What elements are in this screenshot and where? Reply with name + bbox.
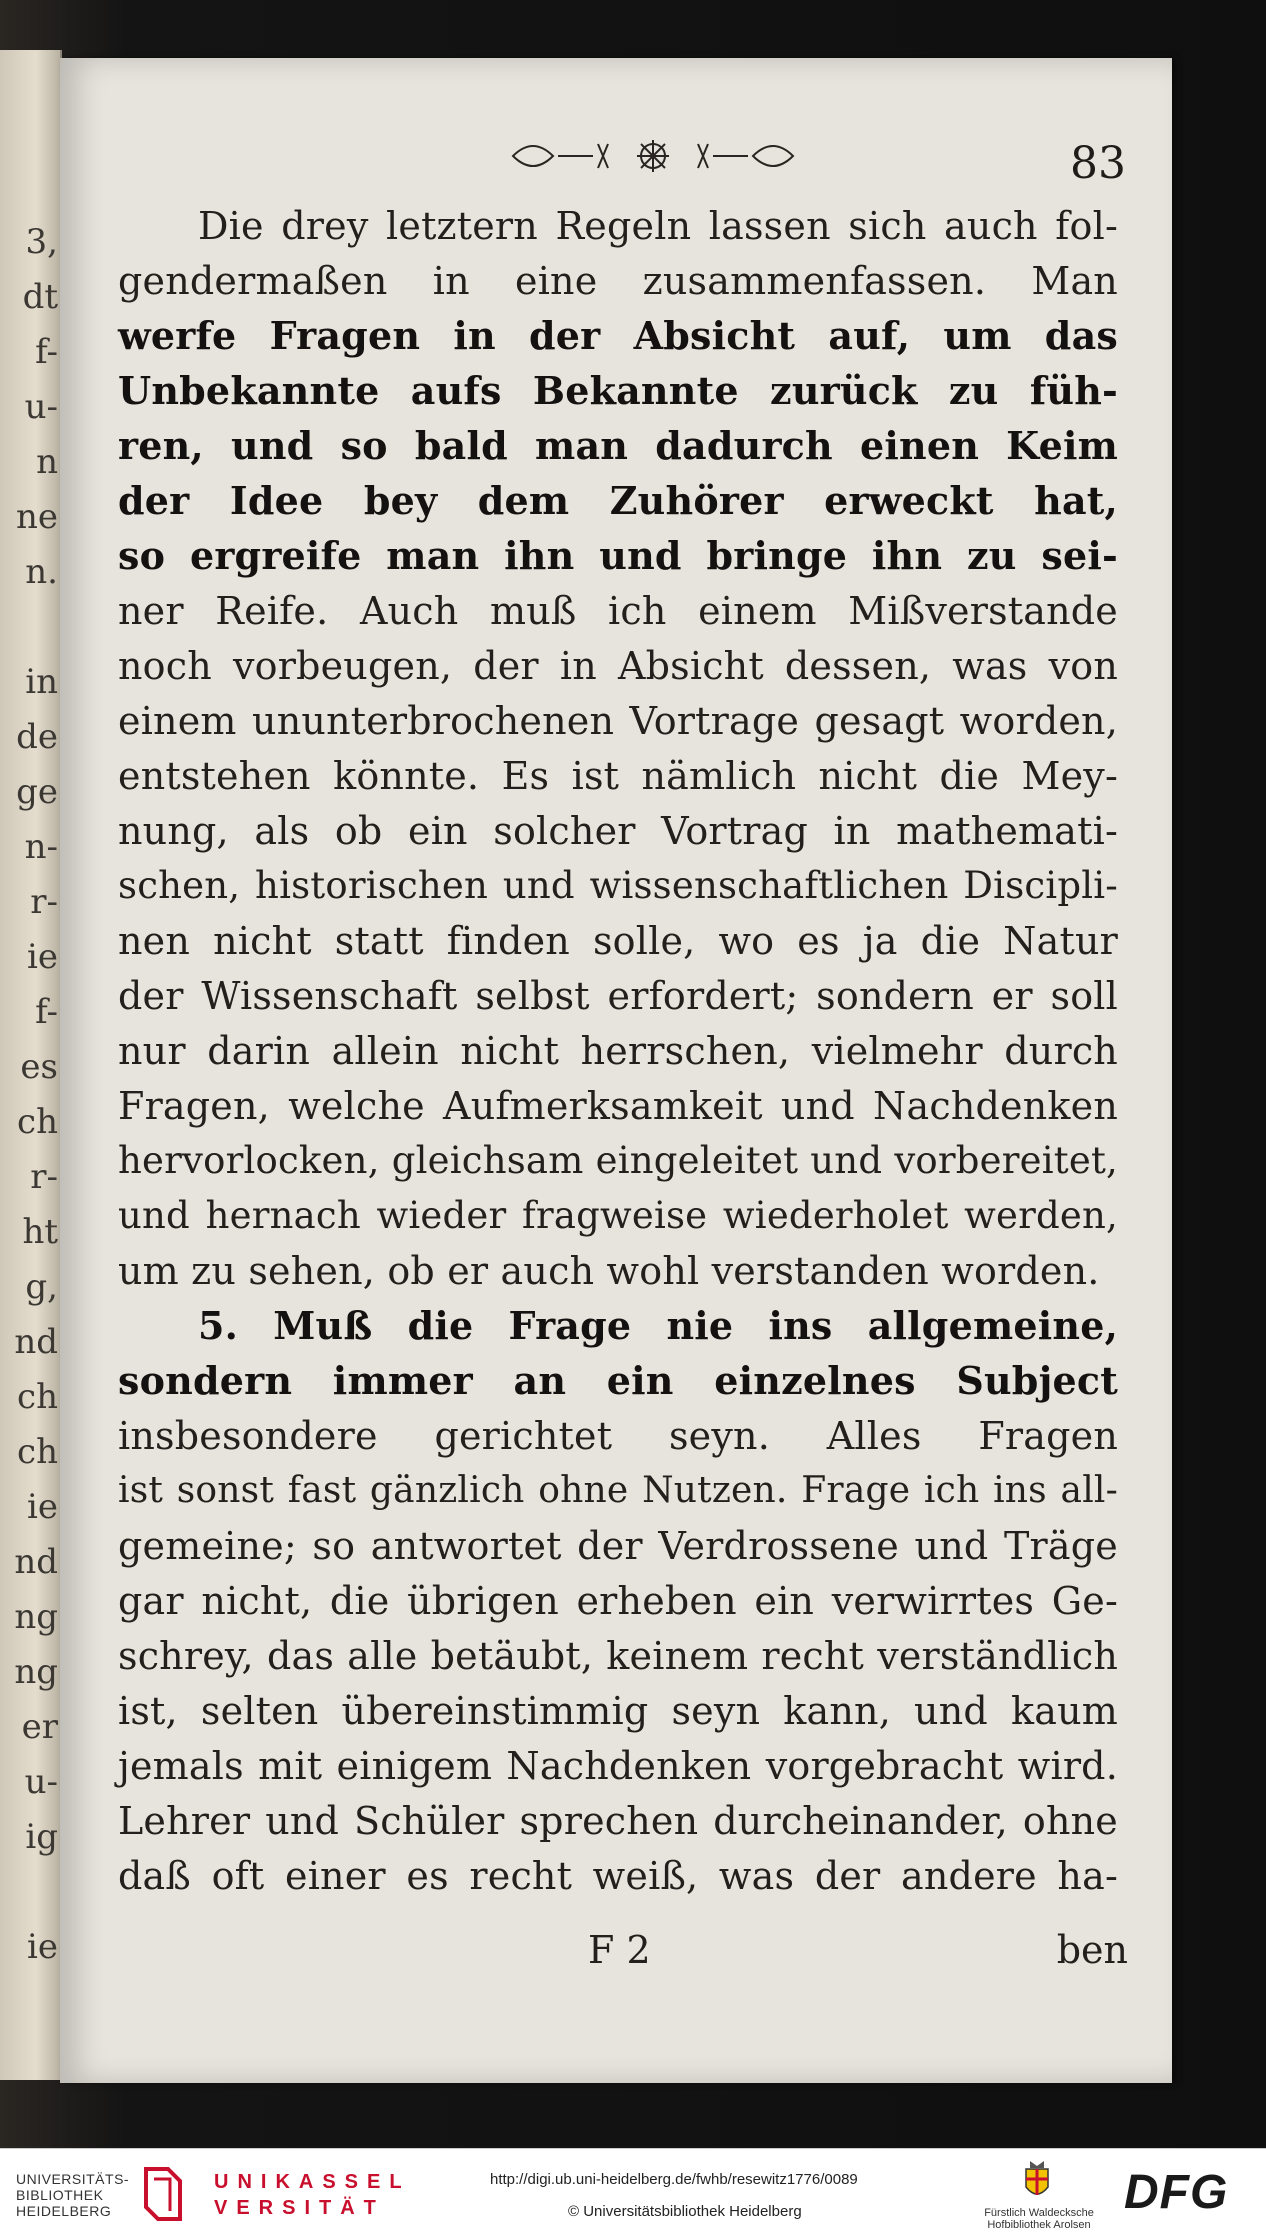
previous-page-fragment: g, [25, 1267, 58, 1307]
previous-page-fragment: ie [27, 937, 58, 977]
text-line: gendermaßen in eine zusammenfassen. Man [118, 259, 1118, 303]
text-line: Fragen, welche Aufmerksamkeit und Nachdenken [118, 1084, 1118, 1128]
text-line: hervorlocken, gleichsam eingeleitet und vorbereitet, [118, 1139, 1118, 1182]
footer-bar [0, 2148, 1266, 2238]
previous-page-fragment: 3, [25, 222, 58, 262]
ornament-icon [503, 126, 803, 186]
previous-page-fragment: ch [17, 1377, 58, 1417]
catchword: ben [1056, 1928, 1128, 1972]
text-line: Lehrer und Schüler sprechen durcheinander, ohne [118, 1799, 1118, 1843]
text-line: nen nicht statt finden solle, wo es ja die Natur [118, 919, 1118, 963]
arolsen-label [974, 2207, 1104, 2231]
text-line: ren, und so bald man dadurch einen Keim [118, 423, 1118, 468]
arolsen-line-1: Fürstlich Waldecksche [984, 2207, 1094, 2219]
document-url[interactable]: http://digi.ub.uni-heidelberg.de/fwhb/resewitz1776/0089 [490, 2171, 858, 2188]
previous-page-fragment: ng [14, 1597, 58, 1637]
text-line: sondern immer an ein einzelnes Subject [118, 1358, 1118, 1403]
previous-page-fragment: in [25, 662, 58, 702]
uni-kassel-logo-icon[interactable] [140, 2165, 186, 2223]
ub-heidelberg-label[interactable] [16, 2171, 129, 2219]
uni-kassel-wordmark[interactable] [214, 2169, 411, 2221]
text-line: gar nicht, die übrigen erheben ein verwirrtes Ge- [118, 1579, 1118, 1623]
text-line: und hernach wieder fragweise wiederholet werden, [118, 1194, 1118, 1237]
page-content [118, 58, 1128, 2083]
previous-page-fragment: dt [22, 277, 58, 317]
library-line: UNIVERSITÄTS- [16, 2171, 130, 2187]
text-line: nur darin allein nicht herrschen, vielmehr durch [118, 1029, 1118, 1073]
signature-mark: F 2 [588, 1928, 651, 1972]
previous-page-fragment: ht [22, 1212, 58, 1252]
library-line: BIBLIOTHEK [16, 2187, 104, 2203]
text-line: gemeine; so antwortet der Verdrossene und Träge [118, 1524, 1118, 1568]
previous-page-fragment: n- [24, 827, 58, 867]
previous-page-fragment: ge [16, 772, 58, 812]
previous-page-fragment: es [20, 1047, 58, 1087]
previous-page-edge [0, 50, 62, 2080]
text-line: jemals mit einigem Nachdenken vorgebracht wird. [118, 1744, 1118, 1788]
text-line: um zu sehen, ob er auch wohl verstanden worden. [118, 1249, 1100, 1293]
previous-page-fragment: ne [15, 497, 58, 537]
text-line: ist sonst fast gänzlich ohne Nutzen. Frage ich ins all- [118, 1470, 1118, 1511]
previous-page-fragment: r- [30, 1157, 58, 1197]
text-line: der Idee bey dem Zuhörer erweckt hat, [118, 478, 1118, 523]
book-page [60, 58, 1172, 2083]
text-line: schen, historischen und wissenschaftlichen Discipli- [118, 864, 1118, 907]
text-line: daß oft einer es recht weiß, was der andere ha- [118, 1854, 1118, 1898]
kassel-line-1: UNIKASSEL [214, 2171, 411, 2193]
previous-page-fragment: ch [17, 1432, 58, 1472]
text-line: werfe Fragen in der Absicht auf, um das [118, 313, 1118, 358]
copyright-text: © Universitätsbibliothek Heidelberg [568, 2203, 802, 2220]
library-line: HEIDELBERG [16, 2203, 112, 2219]
text-line: schrey, das alle betäubt, keinem recht verständlich [118, 1634, 1118, 1678]
previous-page-fragment: ng [14, 1652, 58, 1692]
previous-page-fragment: de [16, 717, 58, 757]
previous-page-fragment: ie [27, 1927, 58, 1967]
previous-page-fragment: f- [35, 992, 58, 1032]
text-line: so ergreife man ihn und bringe ihn zu sei- [118, 533, 1118, 578]
kassel-line-2: VERSITÄT [214, 2197, 385, 2219]
previous-page-fragment: r- [30, 882, 58, 922]
page-number: 83 [1070, 138, 1126, 189]
text-line: ist, selten übereinstimmig seyn kann, und kaum [118, 1689, 1118, 1733]
arolsen-crest-icon [1022, 2159, 1052, 2203]
text-line: einem ununterbrochenen Vortrage gesagt worden, [118, 699, 1118, 743]
text-line: ner Reife. Auch muß ich einem Mißverstande [118, 589, 1118, 633]
previous-page-fragment: u- [24, 387, 58, 427]
previous-page-fragment: n [36, 442, 58, 482]
dfg-logo[interactable]: DFG [1124, 2166, 1229, 2219]
previous-page-fragment: nd [14, 1322, 58, 1362]
previous-page-fragment: u- [24, 1762, 58, 1802]
text-line: entstehen könnte. Es ist nämlich nicht die Mey- [118, 754, 1118, 798]
text-line: Die drey letztern Regeln lassen sich auch fol- [198, 204, 1118, 248]
text-line: nung, als ob ein solcher Vortrag in mathemati- [118, 809, 1118, 853]
previous-page-fragment: n. [25, 552, 58, 592]
text-line: Unbekannte aufs Bekannte zurück zu füh- [118, 368, 1118, 413]
text-line: der Wissenschaft selbst erfordert; sondern er soll [118, 974, 1118, 1018]
previous-page-fragment: ie [27, 1487, 58, 1527]
previous-page-fragment: er [21, 1707, 58, 1747]
text-line: 5. Muß die Frage nie ins allgemeine, [198, 1303, 1118, 1348]
previous-page-fragment: ig [25, 1817, 58, 1857]
previous-page-fragment: f- [35, 332, 58, 372]
text-line: noch vorbeugen, der in Absicht dessen, was von [118, 644, 1118, 688]
previous-page-fragment: ch [17, 1102, 58, 1142]
text-line: insbesondere gerichtet seyn. Alles Fragen [118, 1414, 1118, 1458]
arolsen-line-2: Hofbibliothek Arolsen [987, 2219, 1091, 2231]
previous-page-fragment: nd [14, 1542, 58, 1582]
